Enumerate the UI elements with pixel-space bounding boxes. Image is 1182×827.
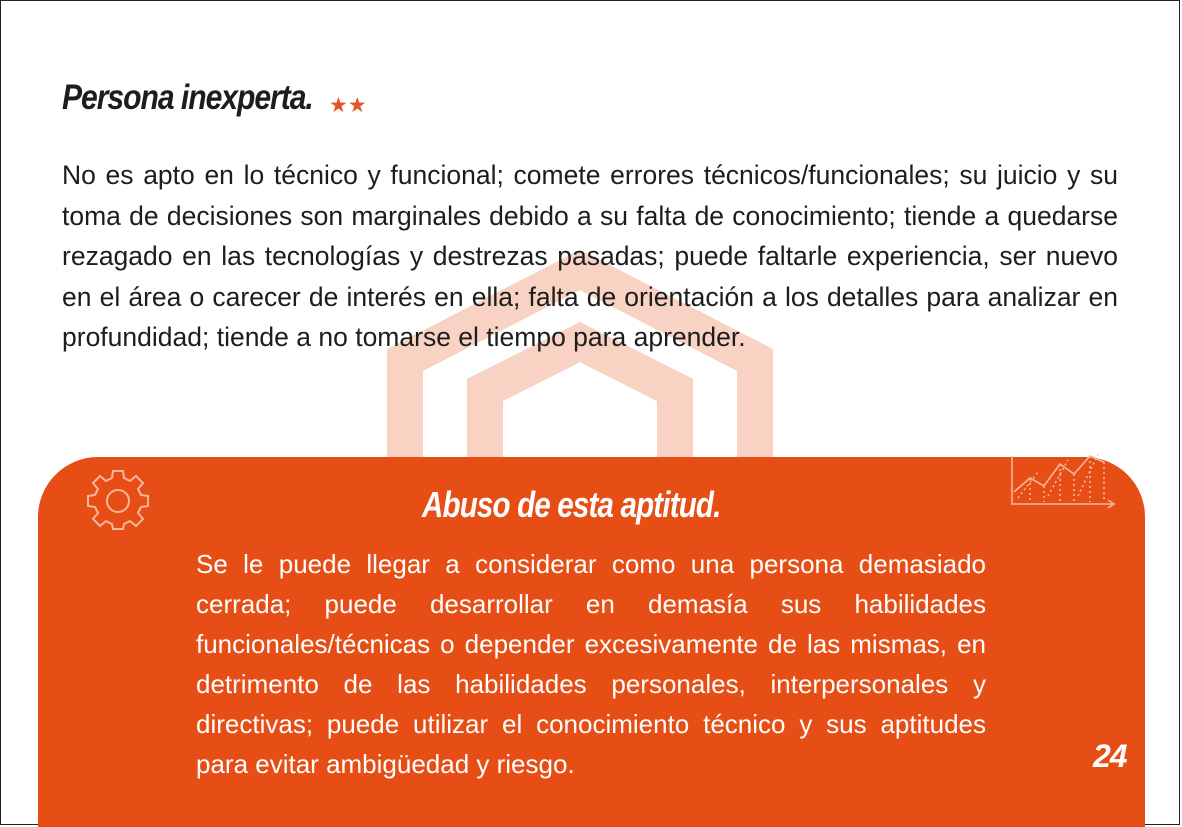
rating-stars-icon: ★★ [329, 94, 367, 117]
description-text: No es apto en lo técnico y funcional; comete errores técnicos/funcionales; su juicio y su toma de decisiones son marginales debido a su falta de conocimiento; tiende a quedarse rezagado en las tecnologías y destrezas pasadas; puede faltarle experiencia, ser nuevo en el área o carecer de interés en ella; falta de orientación a los detalles para analizar en profundidad; tiende a no tomarse el tiempo para aprender. [62, 160, 1118, 352]
panel-title: Abuso de esta aptitud. [422, 484, 721, 525]
panel-text: Se le puede llegar a considerar como una persona demasiado cerrada; puede desarrollar en demasía sus habilidades funcionales/técnicas o depender excesivamente de las mismas, en detrimento de las habilidades personales, interpersonales y directivas; puede utilizar el conocimiento técnico y sus aptitudes para evitar ambigüedad y riesgo. [196, 549, 986, 779]
growth-chart-icon [1008, 452, 1116, 514]
page-number: 24 [1093, 738, 1127, 774]
page-title: Persona inexperta. [62, 78, 313, 117]
gear-icon [85, 470, 151, 532]
